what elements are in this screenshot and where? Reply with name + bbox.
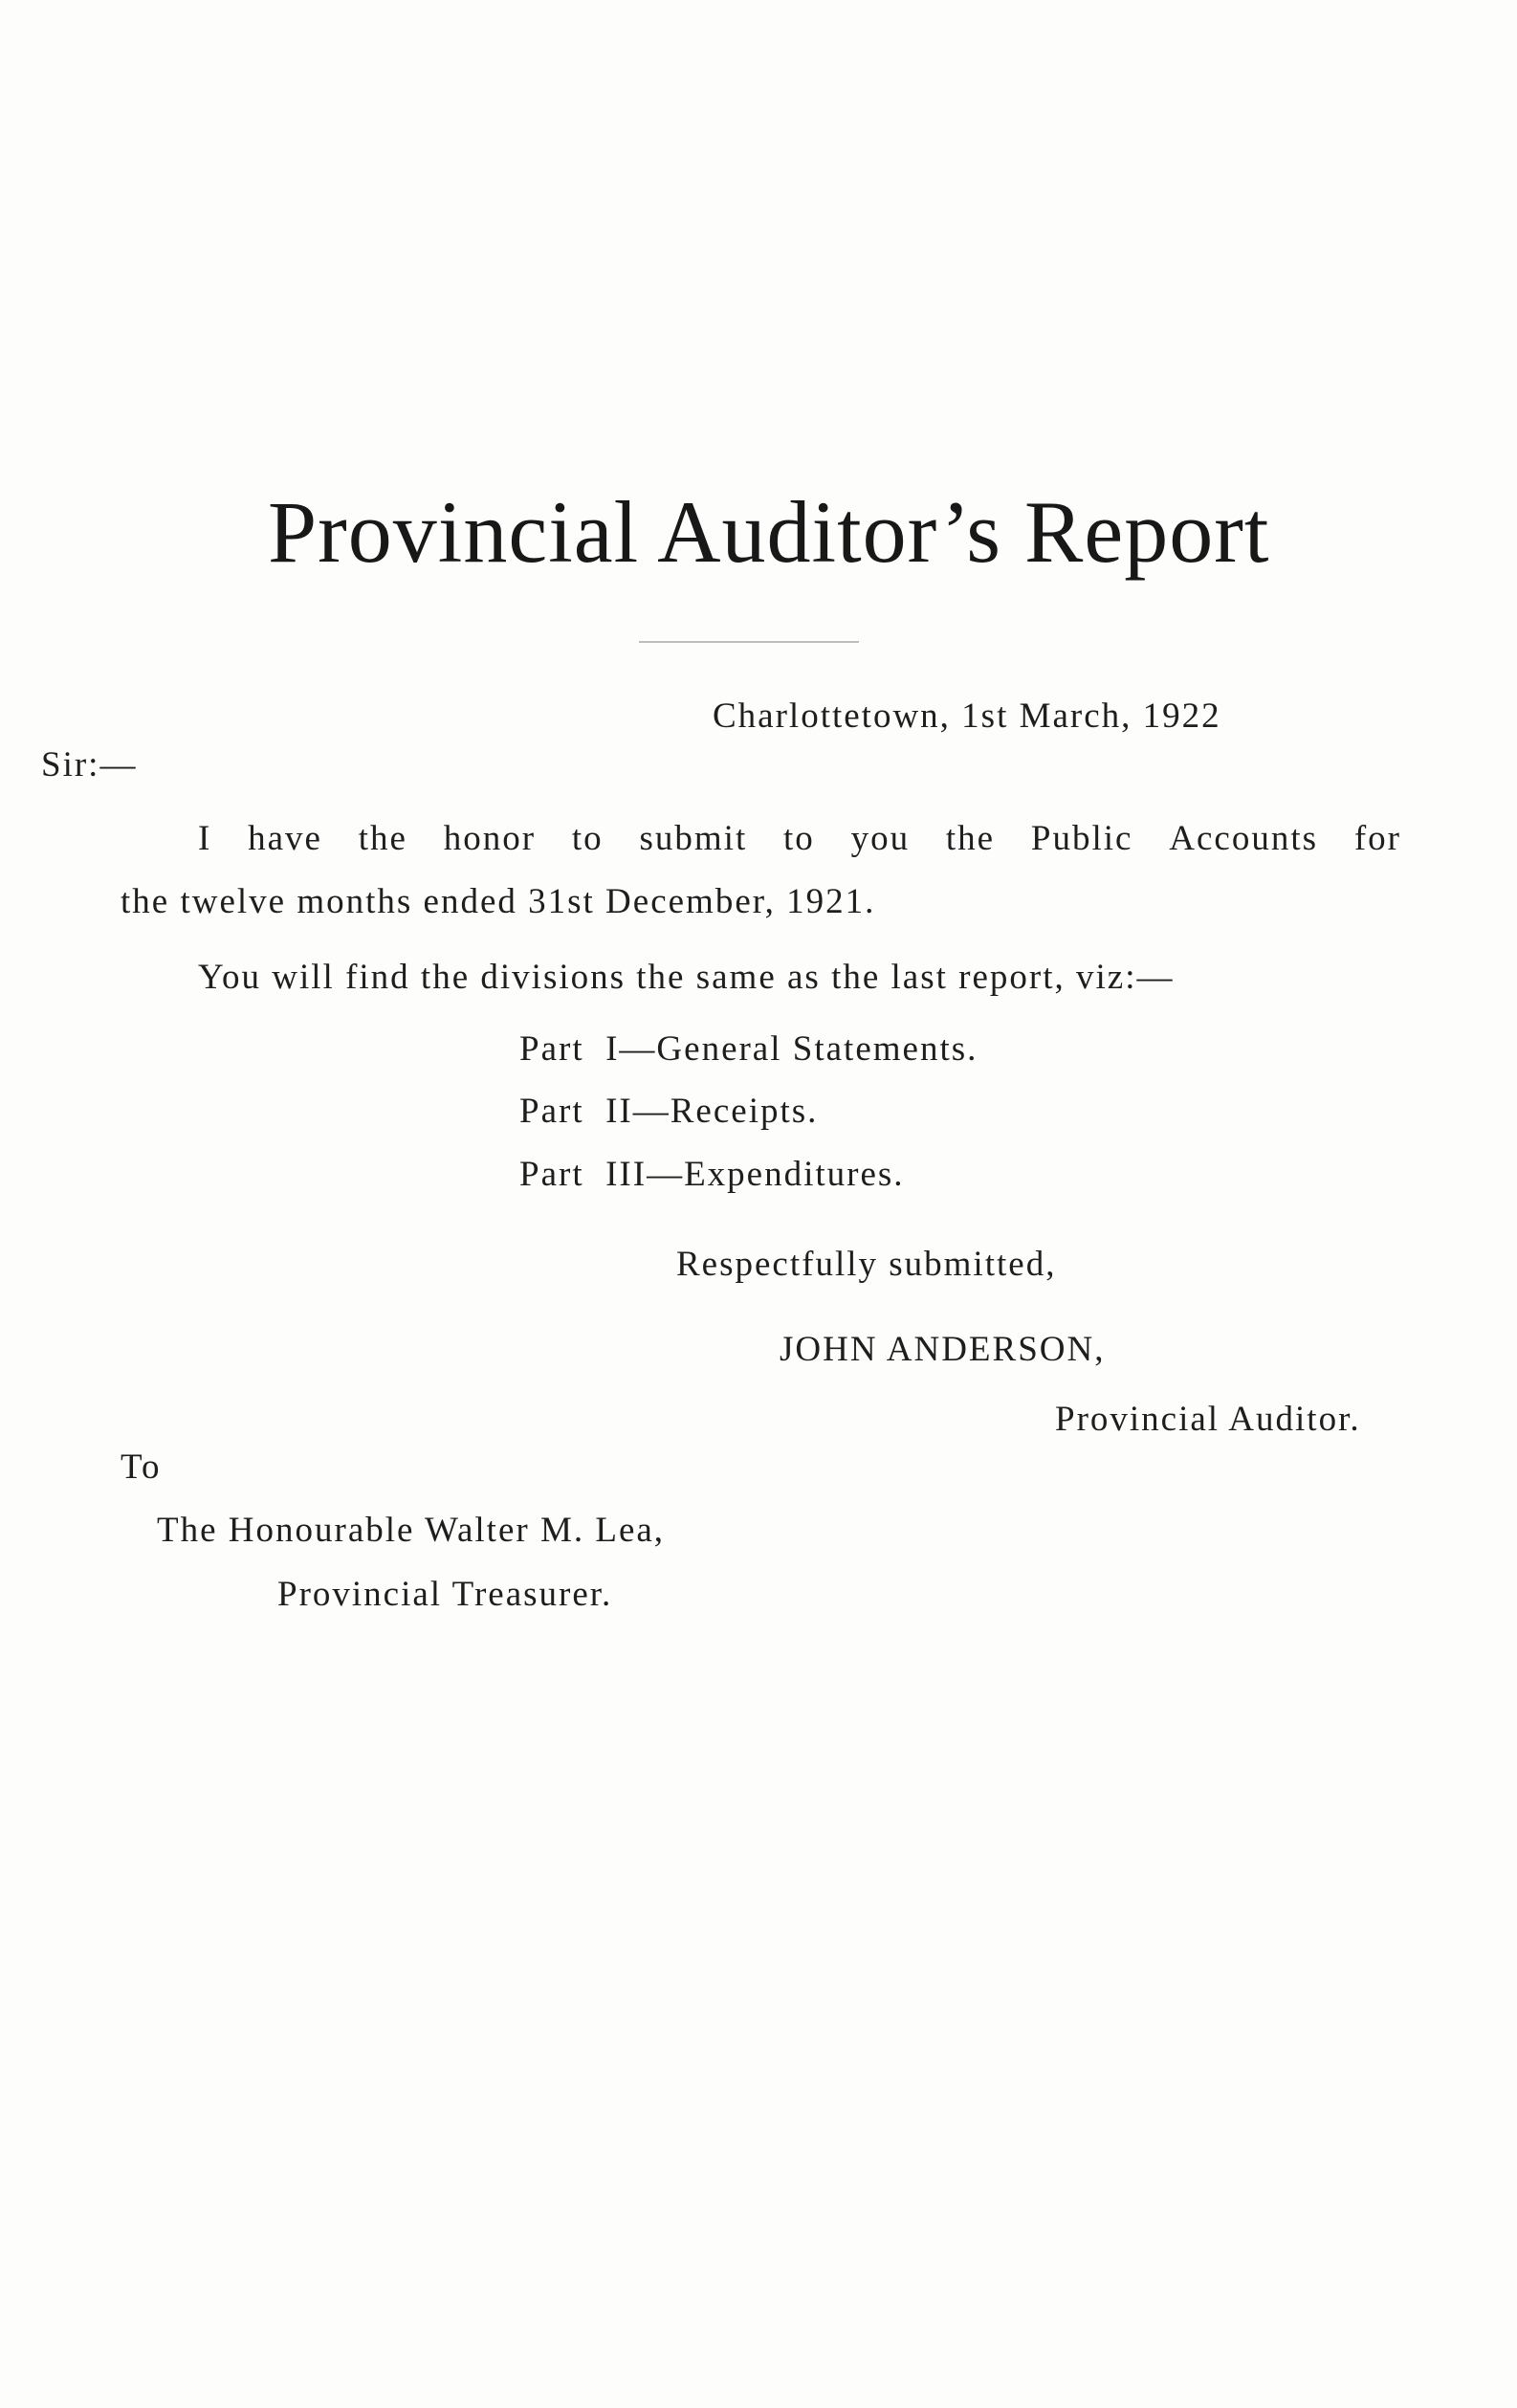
- signer-name: JOHN ANDERSON,: [780, 1330, 1106, 1369]
- word: I: [198, 819, 212, 858]
- word: you: [850, 819, 911, 858]
- paragraph-2: You will find the divisions the same as the last report, viz:—: [198, 958, 1175, 997]
- dateline: Charlottetown, 1st March, 1922: [713, 696, 1221, 736]
- word: honor: [443, 819, 537, 858]
- part-2-item: Part II—Receipts.: [519, 1092, 819, 1131]
- signer-title: Provincial Auditor.: [1055, 1400, 1361, 1439]
- word: have: [248, 819, 322, 858]
- word: Public: [1030, 819, 1133, 858]
- word: submit: [639, 819, 748, 858]
- part-1-item: Part I—General Statements.: [519, 1029, 978, 1069]
- paragraph-1-line-1: [198, 821, 1401, 856]
- word: to: [783, 819, 815, 858]
- title-divider: [639, 641, 859, 643]
- part-3-item: Part III—Expenditures.: [519, 1155, 905, 1194]
- closing: Respectfully submitted,: [676, 1245, 1057, 1284]
- word: Accounts: [1169, 819, 1319, 858]
- word: the: [945, 819, 996, 858]
- addressee-name: The Honourable Walter M. Lea,: [157, 1511, 666, 1550]
- paragraph-1-line-2: the twelve months ended 31st December, 1921.: [121, 882, 876, 921]
- word: to: [571, 819, 604, 858]
- report-title: Provincial Auditor’s Report: [268, 483, 1270, 581]
- word: the: [358, 819, 407, 858]
- addressee-title: Provincial Treasurer.: [277, 1575, 613, 1614]
- salutation: Sir:—: [41, 745, 138, 784]
- to-label: To: [121, 1447, 162, 1487]
- word: for: [1353, 819, 1401, 858]
